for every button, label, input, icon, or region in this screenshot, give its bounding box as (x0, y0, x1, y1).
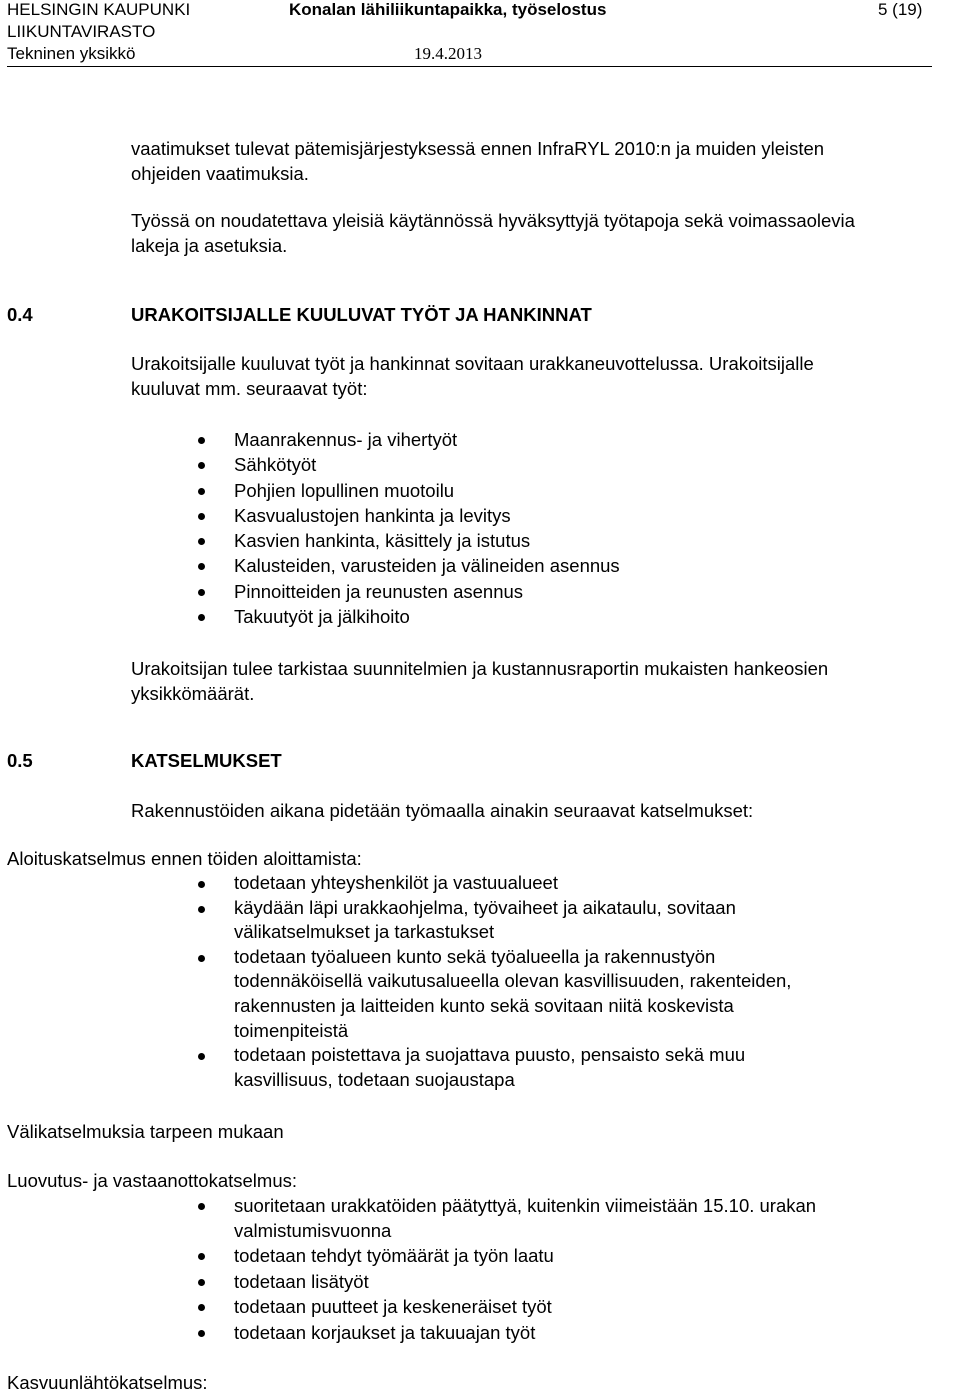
bullet-icon (198, 1279, 205, 1286)
list-item-continuation: välikatselmukset ja tarkastukset (234, 921, 495, 943)
page-number: 5 (19) (878, 0, 923, 19)
list-item-continuation: toimenpiteistä (234, 1019, 349, 1041)
works-list (234, 427, 620, 629)
list-item: Kasvualustojen hankinta ja levitys (234, 503, 620, 528)
list-item: Sähkötyöt (234, 452, 620, 477)
inspection-label: Aloituskatselmus ennen töiden aloittamista: (7, 848, 362, 869)
bullet-icon (198, 955, 205, 962)
bullet-icon (198, 1304, 205, 1311)
section-heading: KATSELMUKSET (131, 750, 282, 771)
inspection-label: Kasvuunlähtökatselmus: (7, 1372, 208, 1393)
handover-inspection-list (234, 1193, 816, 1345)
list-item: todetaan puutteet ja keskeneräiset työt (234, 1294, 816, 1320)
paragraph-line: kuuluvat mm. seuraavat työt: (131, 378, 368, 399)
list-item: Kalusteiden, varusteiden ja välineiden asennus (234, 553, 620, 578)
bullet-icon (198, 1053, 205, 1060)
org-unit: Tekninen yksikkö (7, 44, 136, 63)
list-item-continuation: todennäköisellä vaikutusalueella olevan kasvillisuuden, rakenteiden, (234, 970, 792, 992)
list-item-continuation: kasvillisuus, todetaan suojaustapa (234, 1068, 515, 1090)
paragraph-line: ohjeiden vaatimuksia. (131, 163, 309, 184)
section-number: 0.5 (7, 750, 33, 771)
paragraph-line: Urakoitsijan tulee tarkistaa suunnitelmien ja kustannusraportin mukaisten hankeosien (131, 658, 829, 679)
bullet-icon (198, 462, 205, 469)
list-item: Pinnoitteiden ja reunusten asennus (234, 579, 620, 604)
bullet-icon (198, 589, 205, 596)
list-item: todetaan yhteyshenkilöt ja vastuualueet (234, 871, 791, 896)
bullet-icon (198, 906, 205, 913)
paragraph-line: Rakennustöiden aikana pidetään työmaalla ainakin seuraavat katselmukset: (131, 800, 754, 821)
paragraph-line: Urakoitsijalle kuuluvat työt ja hankinnat sovitaan urakkaneuvottelussa. Urakoitsijalle (131, 353, 814, 374)
list-item: Takuutyöt ja jälkihoito (234, 604, 620, 629)
paragraph-line: vaatimukset tulevat pätemisjärjestyksessä ennen InfraRYL 2010:n ja muiden yleisten (131, 138, 825, 159)
paragraph-line: yksikkömäärät. (131, 683, 255, 704)
paragraph-line: lakeja ja asetuksia. (131, 235, 288, 256)
paragraph-line: Työssä on noudatettava yleisiä käytännössä hyväksyttyjä työtapoja sekä voimassaolevia (131, 210, 855, 231)
list-item: käydään läpi urakkaohjelma, työvaiheet ja aikataulu, sovitaan (234, 896, 791, 921)
list-item: todetaan poistettava ja suojattava puusto, pensaisto sekä muu (234, 1043, 791, 1068)
bullet-icon (198, 1203, 205, 1210)
start-inspection-list (234, 871, 791, 1092)
list-item: Pohjien lopullinen muotoilu (234, 478, 620, 503)
document-title: Konalan lähiliikuntapaikka, työselostus (289, 0, 607, 19)
section-number: 0.4 (7, 304, 33, 325)
list-item-continuation: rakennusten ja laitteiden kunto sekä sovitaan niitä koskevista (234, 994, 734, 1016)
bullet-icon (198, 563, 205, 570)
list-item: todetaan lisätyöt (234, 1269, 816, 1295)
list-item: suoritetaan urakkatöiden päätyttyä, kuitenkin viimeistään 15.10. urakan (234, 1193, 816, 1218)
header-rule (7, 66, 932, 67)
list-item: todetaan työalueen kunto sekä työalueella ja rakennustyön (234, 945, 791, 970)
bullet-icon (198, 1330, 205, 1337)
bullet-icon (198, 881, 205, 888)
document-date: 19.4.2013 (414, 44, 482, 63)
inspection-label: Välikatselmuksia tarpeen mukaan (7, 1121, 284, 1142)
section-heading: URAKOITSIJALLE KUULUVAT TYÖT JA HANKINNAT (131, 304, 592, 325)
list-item-continuation: valmistumisvuonna (234, 1220, 392, 1241)
list-item: Maanrakennus- ja vihertyöt (234, 427, 620, 452)
list-item: todetaan tehdyt työmäärät ja työn laatu (234, 1243, 816, 1269)
bullet-icon (198, 488, 205, 495)
list-item: Kasvien hankinta, käsittely ja istutus (234, 528, 620, 553)
org-name: HELSINGIN KAUPUNKI (7, 0, 191, 19)
bullet-icon (198, 538, 205, 545)
org-department: LIIKUNTAVIRASTO (7, 22, 156, 41)
bullet-icon (198, 513, 205, 520)
inspection-label: Luovutus- ja vastaanottokatselmus: (7, 1170, 297, 1191)
bullet-icon (198, 1253, 205, 1260)
bullet-icon (198, 437, 205, 444)
list-item: todetaan korjaukset ja takuuajan työt (234, 1320, 816, 1346)
bullet-icon (198, 614, 205, 621)
